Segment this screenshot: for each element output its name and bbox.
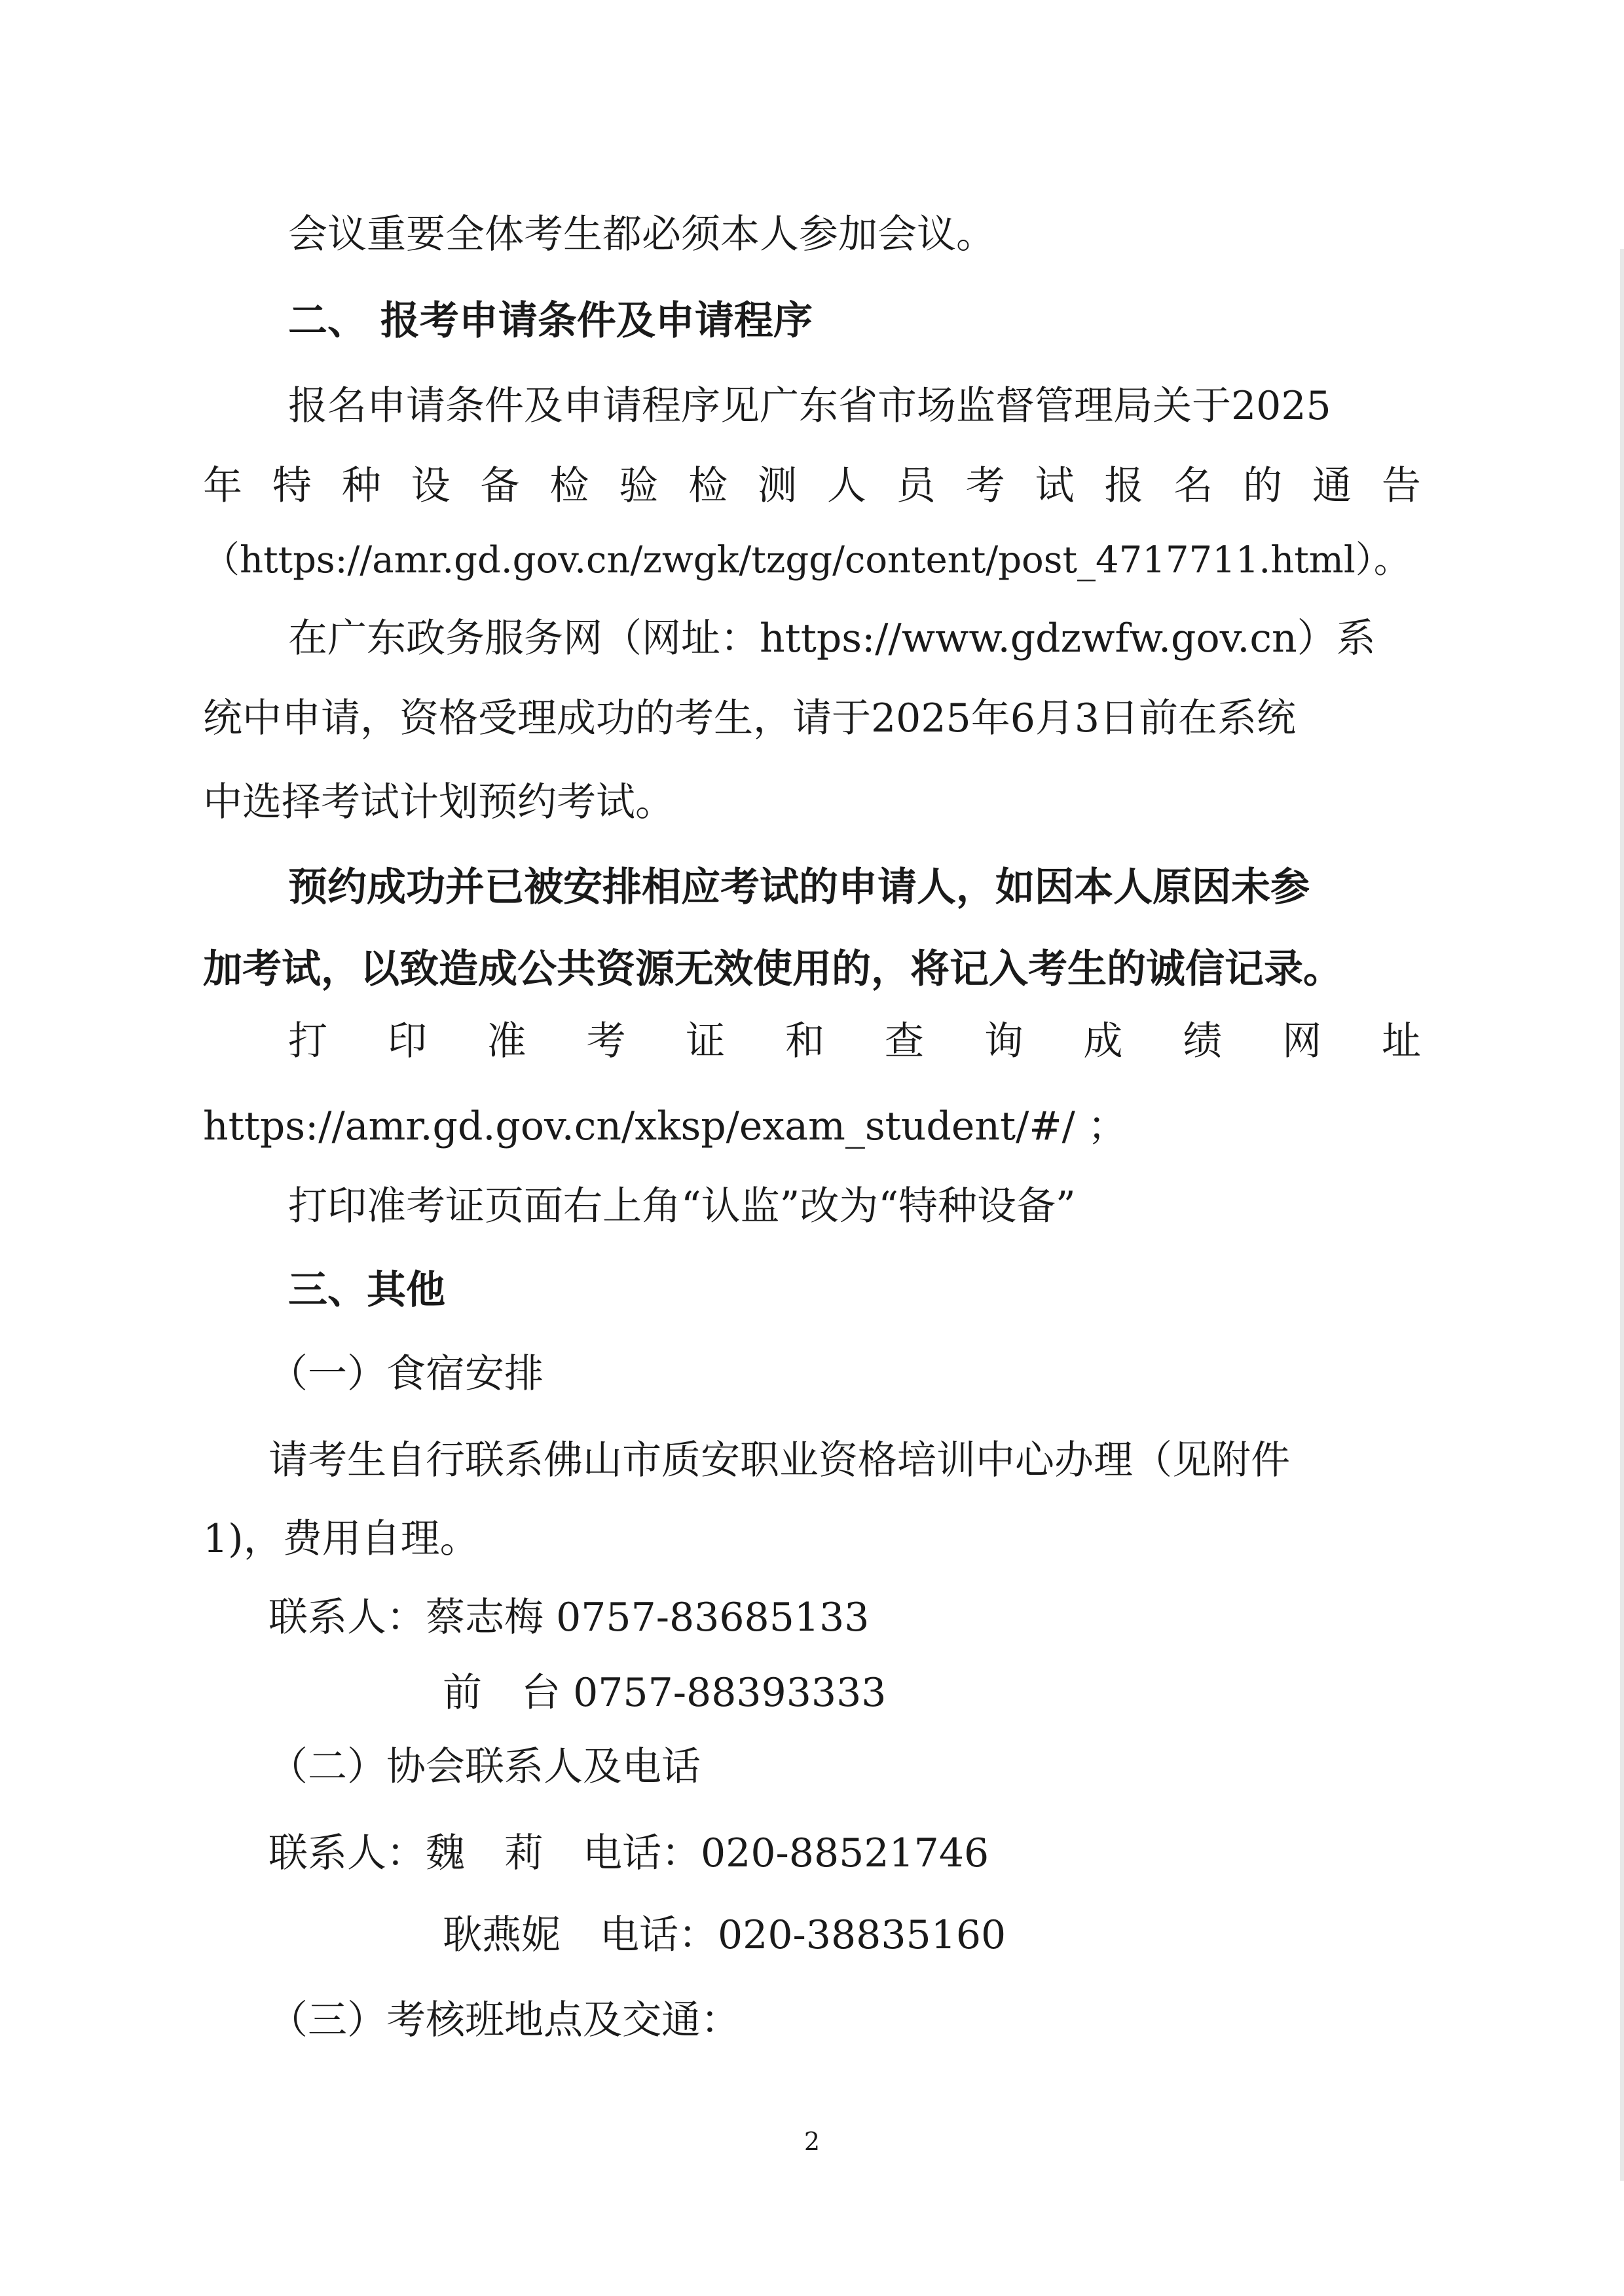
spread-char: 设 bbox=[411, 463, 451, 509]
paragraph-gdzwfw-line1: 在广东政务服务网（网址：https://www.gdzwfw.gov.cn）系 bbox=[288, 616, 1376, 661]
contact-geng: 耿燕妮 电话：020-38835160 bbox=[443, 1912, 1006, 1958]
spread-char: 绩 bbox=[1183, 1018, 1223, 1064]
spread-char: 特 bbox=[272, 463, 312, 509]
paragraph-print-line1 bbox=[288, 1018, 1421, 1064]
spread-char: 年 bbox=[203, 463, 242, 509]
page-number: 2 bbox=[803, 2127, 821, 2156]
spread-char: 打 bbox=[288, 1018, 327, 1064]
paragraph-gdzwfw-line2: 统中申请，资格受理成功的考生，请于2025年6月3日前在系统 bbox=[203, 695, 1297, 741]
spread-char: 的 bbox=[1243, 463, 1283, 509]
scan-edge bbox=[1620, 249, 1624, 2181]
contact-wei: 联系人：魏 莉 电话：020-88521746 bbox=[268, 1830, 989, 1876]
spread-char: 证 bbox=[686, 1018, 726, 1064]
paragraph-application-line2 bbox=[203, 463, 1421, 509]
paragraph-application-url: （https://amr.gd.gov.cn/zwgk/tzgg/content/post_4717711.html）。 bbox=[203, 539, 1411, 582]
spread-char: 种 bbox=[341, 463, 381, 509]
paragraph-print-note: 打印准考证页面右上角“认监”改为“特种设备” bbox=[288, 1183, 1076, 1229]
spread-char: 询 bbox=[984, 1018, 1024, 1064]
spread-char: 员 bbox=[896, 463, 936, 509]
spread-char: 查 bbox=[884, 1018, 924, 1064]
spread-char: 通 bbox=[1312, 463, 1352, 509]
paragraph-meeting: 会议重要全体考生都必须本人参加会议。 bbox=[288, 212, 995, 257]
spread-char: 考 bbox=[586, 1018, 626, 1064]
spread-char: 名 bbox=[1173, 463, 1213, 509]
spread-char: 试 bbox=[1035, 463, 1075, 509]
spread-char: 人 bbox=[826, 463, 866, 509]
subheading-venue: （三）考核班地点及交通： bbox=[268, 1997, 740, 2043]
spread-char: 考 bbox=[965, 463, 1005, 509]
subheading-accommodation: （一）食宿安排 bbox=[268, 1351, 544, 1397]
spread-char: 成 bbox=[1083, 1018, 1123, 1064]
spread-char: 准 bbox=[487, 1018, 526, 1064]
spread-char: 测 bbox=[758, 463, 797, 509]
paragraph-gdzwfw-line3: 中选择考试计划预约考试。 bbox=[203, 779, 674, 825]
paragraph-credit-line2: 加考试，以致造成公共资源无效使用的，将记入考生的诚信记录。 bbox=[203, 946, 1342, 992]
paragraph-application-line1: 报名申请条件及申请程序见广东省市场监督管理局关于2025 bbox=[288, 383, 1331, 429]
heading-section-2: 二、 报考申请条件及申请程序 bbox=[288, 298, 813, 344]
contact-front-desk: 前 台 0757-88393333 bbox=[443, 1670, 887, 1716]
paragraph-credit-line1: 预约成功并已被安排相应考试的申请人，如因本人原因未参 bbox=[288, 864, 1310, 910]
spread-char: 检 bbox=[549, 463, 589, 509]
paragraph-accommodation-line2: 1)，费用自理。 bbox=[203, 1516, 479, 1562]
spread-char: 和 bbox=[785, 1018, 825, 1064]
heading-section-3: 三、其他 bbox=[288, 1267, 445, 1313]
spread-char: 址 bbox=[1381, 1018, 1421, 1064]
paragraph-print-url: https://amr.gd.gov.cn/xksp/exam_student/#/ ； bbox=[203, 1103, 1127, 1149]
spread-char: 告 bbox=[1381, 463, 1421, 509]
spread-char: 印 bbox=[387, 1018, 427, 1064]
contact-cai: 联系人：蔡志梅 0757-83685133 bbox=[268, 1595, 870, 1640]
spread-char: 网 bbox=[1282, 1018, 1322, 1064]
spread-char: 验 bbox=[619, 463, 659, 509]
spread-char: 备 bbox=[480, 463, 520, 509]
subheading-association-contact: （二）协会联系人及电话 bbox=[268, 1744, 701, 1790]
paragraph-accommodation-line1: 请考生自行联系佛山市质安职业资格培训中心办理（见附件 bbox=[268, 1437, 1290, 1483]
spread-char: 报 bbox=[1104, 463, 1144, 509]
spread-char: 检 bbox=[688, 463, 728, 509]
